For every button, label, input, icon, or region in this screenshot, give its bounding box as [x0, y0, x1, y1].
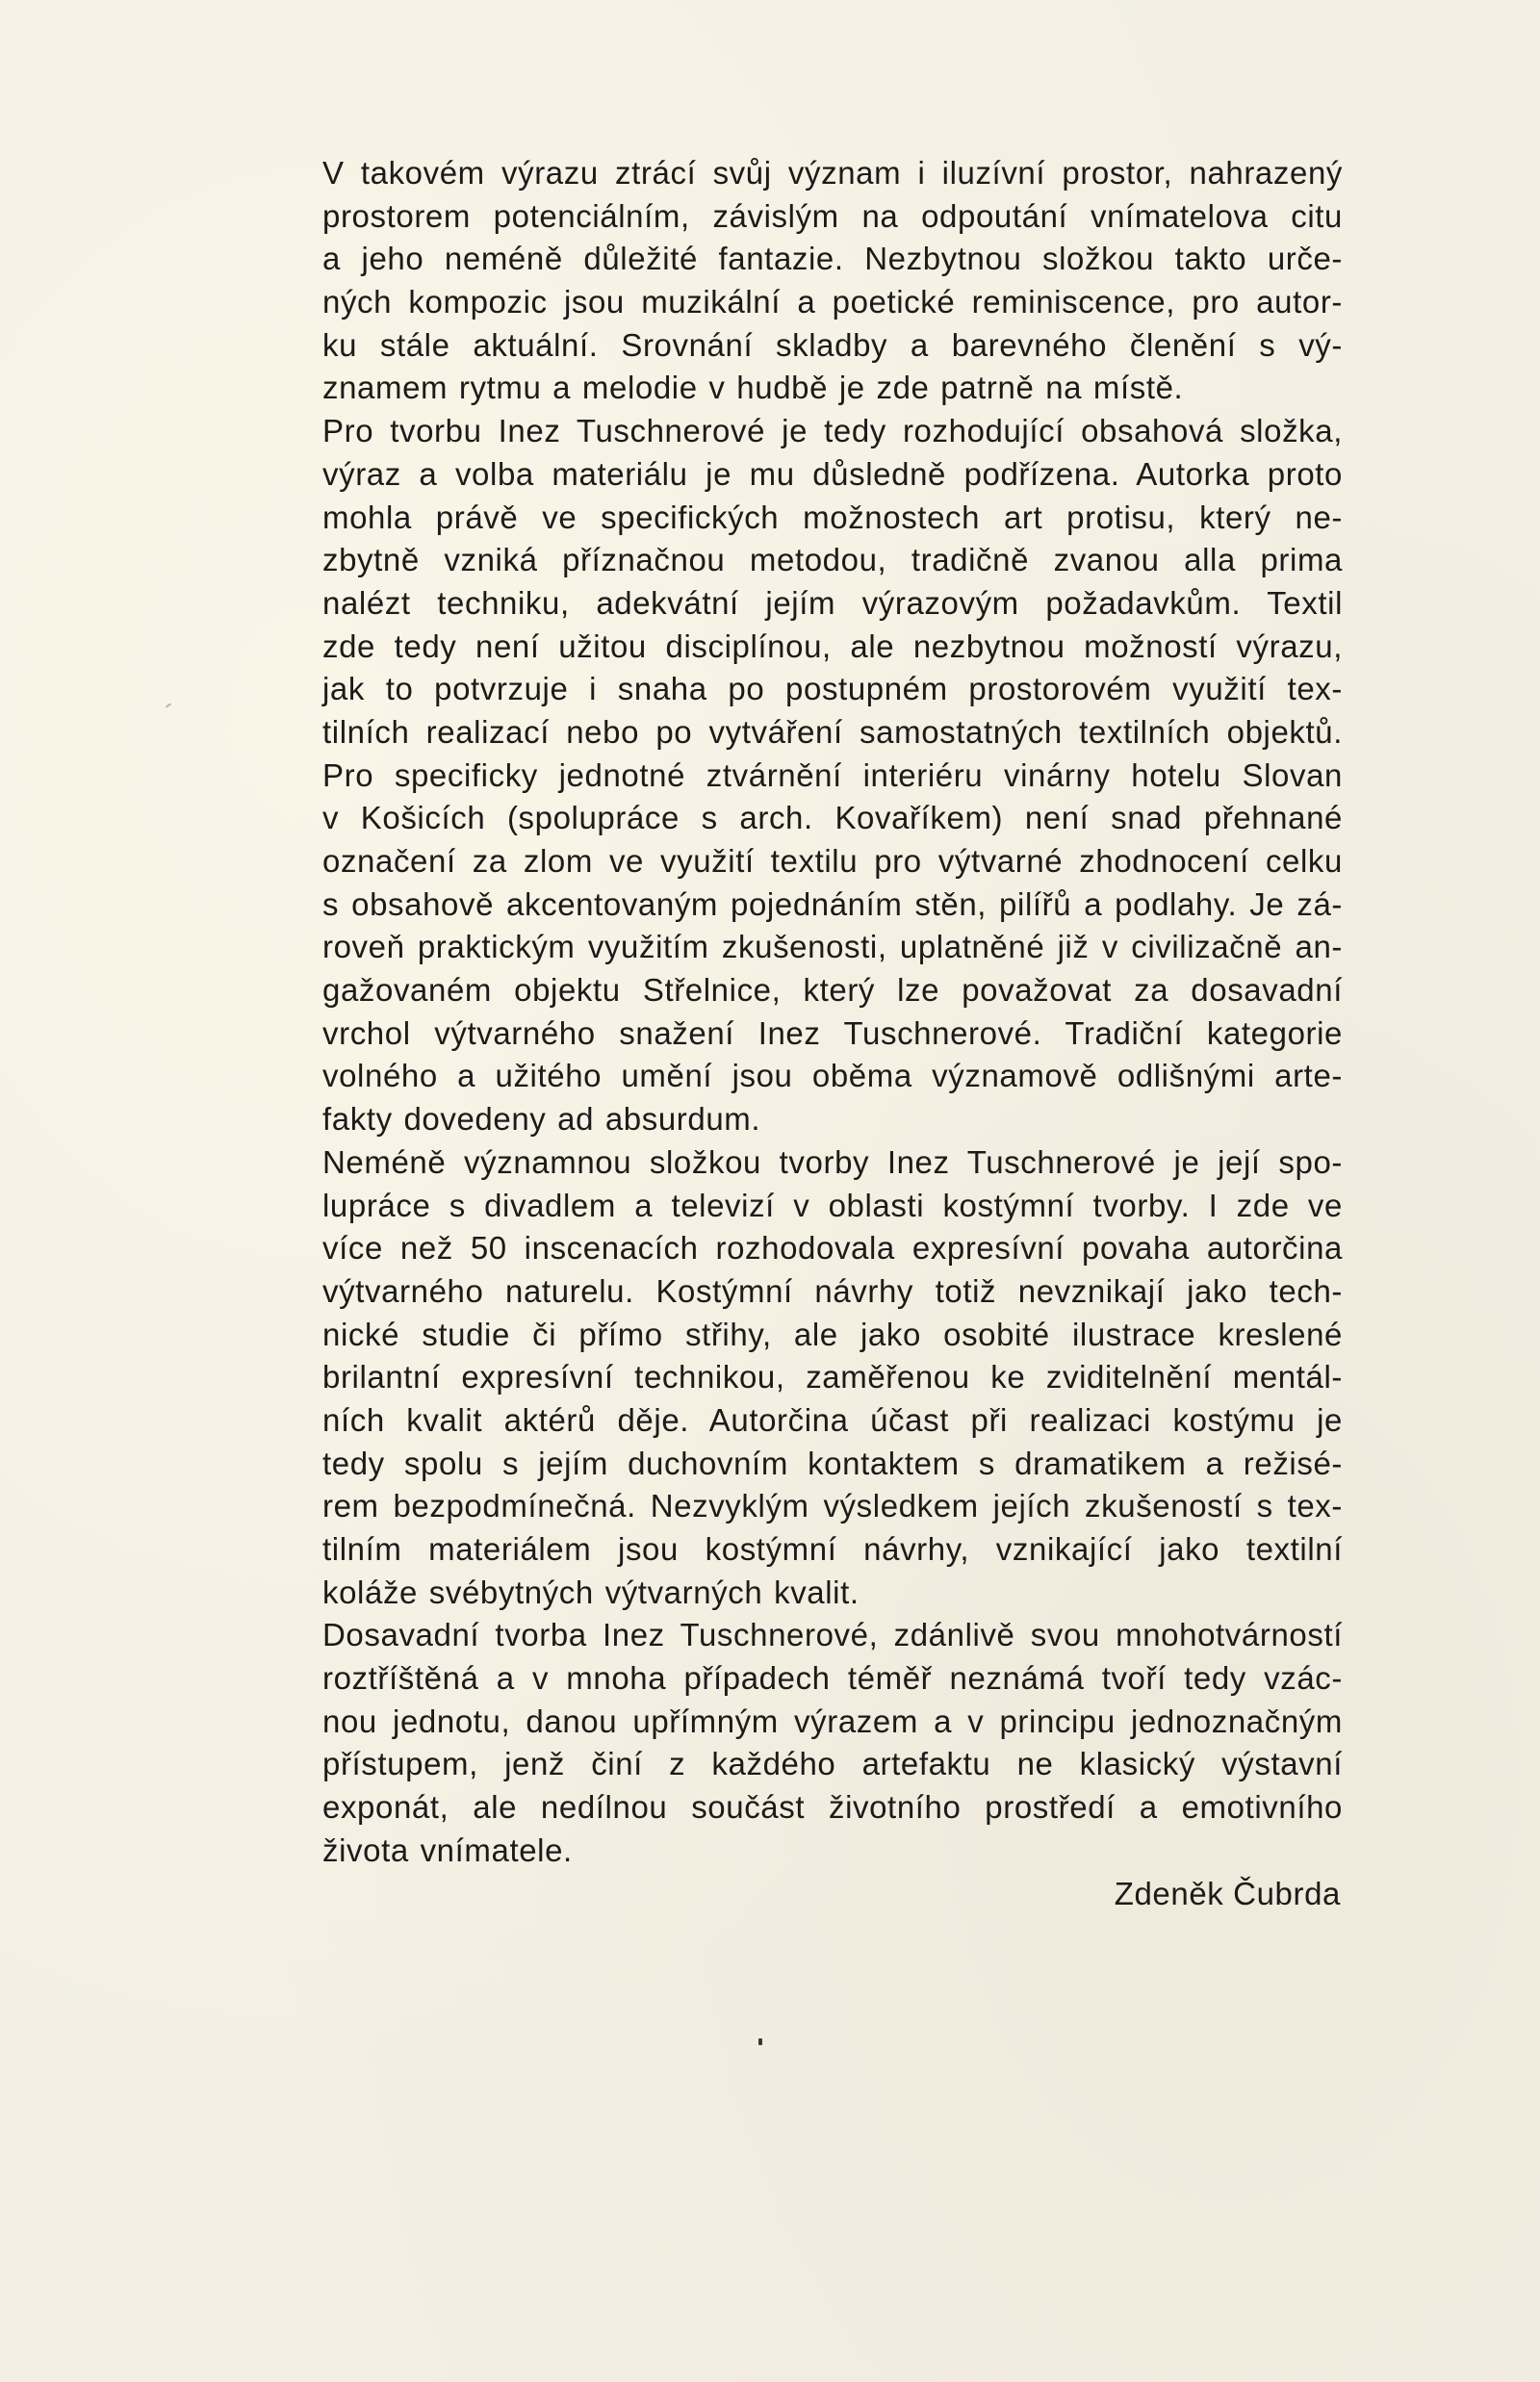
- text-line: lupráce s divadlem a televizí v oblasti kostýmní tvorby. I zde ve: [322, 1187, 1343, 1223]
- text-line: výraz a volba materiálu je mu důsledně podřízena. Autorka proto: [322, 455, 1343, 492]
- author-signature: Zdeněk Čubrda: [1114, 1875, 1341, 1911]
- text-line: tilních realizací nebo po vytváření samostatných textilních objektů.: [322, 713, 1343, 750]
- text-line: Neméně významnou složkou tvorby Inez Tuschnerové je její spo-: [322, 1143, 1343, 1180]
- paragraph: [322, 152, 1343, 410]
- text-line: zbytně vzniká příznačnou metodou, tradičně zvanou alla prima: [322, 542, 1343, 578]
- text-line: s obsahově akcentovaným pojednáním stěn, pilířů a podlahy. Je zá-: [322, 885, 1343, 922]
- text-line: výtvarného naturelu. Kostýmní návrhy totiž nevznikají jako tech-: [322, 1272, 1343, 1309]
- text-line: označení za zlom ve využití textilu pro výtvarné zhodnocení celku: [322, 843, 1343, 879]
- text-line: a jeho neméně důležité fantazie. Nezbytnou složkou takto urče-: [322, 241, 1343, 277]
- text-line: v Košicích (spolupráce s arch. Kovaříkem) není snad přehnané: [322, 800, 1343, 836]
- text-line: tedy spolu s jejím duchovním kontaktem s dramatikem a režisé-: [322, 1445, 1343, 1481]
- text-line: přístupem, jenž činí z každého artefaktu ne klasický výstavní: [322, 1746, 1343, 1782]
- text-line: rem bezpodmínečná. Nezvyklým výsledkem jejích zkušeností s tex-: [322, 1488, 1343, 1524]
- text-line: ku stále aktuální. Srovnání skladby a barevného členění s vý-: [322, 326, 1343, 363]
- text-line: nické studie či přímo střihy, ale jako osobité ilustrace kreslené: [322, 1316, 1343, 1352]
- text-line: zde tedy není užitou disciplínou, ale nezbytnou možností výrazu,: [322, 628, 1343, 664]
- text-line: nalézt techniku, adekvátní jejím výrazovým požadavkům. Textil: [322, 584, 1343, 621]
- text-line: mohla právě ve specifických možnostech art protisu, který ne-: [322, 499, 1343, 535]
- text-line: koláže svébytných výtvarných kvalit.: [322, 1574, 860, 1610]
- text-line: tilním materiálem jsou kostýmní návrhy, vznikající jako textilní: [322, 1531, 1343, 1567]
- paragraph: [322, 1614, 1343, 1872]
- text-line: V takovém výrazu ztrácí svůj význam i iluzívní prostor, nahrazený: [322, 155, 1343, 191]
- text-line: exponát, ale nedílnou součást životního prostředí a emotivního: [322, 1789, 1343, 1826]
- text-column: [322, 152, 1343, 1915]
- text-line: roveň praktickým využitím zkušenosti, uplatněné již v civilizačně an-: [322, 929, 1343, 965]
- text-line: života vnímatele.: [322, 1831, 573, 1868]
- text-line: ných kompozic jsou muzikální a poetické reminiscence, pro autor-: [322, 284, 1343, 320]
- paragraph: [322, 1141, 1343, 1615]
- text-line: jak to potvrzuje i snaha po postupném prostorovém využití tex-: [322, 671, 1343, 707]
- text-line: brilantní expresívní technikou, zaměřenou ke zviditelnění mentál-: [322, 1359, 1343, 1396]
- text-line: volného a užitého umění jsou oběma významově odlišnými arte-: [322, 1058, 1343, 1094]
- text-line: Pro tvorbu Inez Tuschnerové je tedy rozhodující obsahová složka,: [322, 413, 1343, 449]
- text-line: gažovaném objektu Střelnice, který lze považovat za dosavadní: [322, 972, 1343, 1009]
- text-line: Dosavadní tvorba Inez Tuschnerové, zdánlivě svou mnohotvárností: [322, 1617, 1343, 1653]
- text-line: nou jednotu, danou upřímným výrazem a v principu jednoznačným: [322, 1703, 1343, 1739]
- text-line: znamem rytmu a melodie v hudbě je zde patrně na místě.: [322, 370, 1184, 406]
- text-line: vrchol výtvarného snažení Inez Tuschnerové. Tradiční kategorie: [322, 1014, 1343, 1051]
- text-line: ních kvalit aktérů děje. Autorčina účast při realizaci kostýmu je: [322, 1401, 1343, 1438]
- text-line: Pro specificky jednotné ztvárnění interiéru vinárny hotelu Slovan: [322, 756, 1343, 793]
- text-line: prostorem potenciálním, závislým na odpoutání vnímatelova citu: [322, 197, 1343, 234]
- text-line: fakty dovedeny ad absurdum.: [322, 1101, 761, 1138]
- text-line: více než 50 inscenacích rozhodovala expresívní povaha autorčina: [322, 1230, 1343, 1267]
- text-line: roztříštěná a v mnoha případech téměř neznámá tvoří tedy vzác-: [322, 1660, 1343, 1697]
- paragraph: [322, 410, 1343, 1141]
- ink-speck: [758, 2038, 762, 2045]
